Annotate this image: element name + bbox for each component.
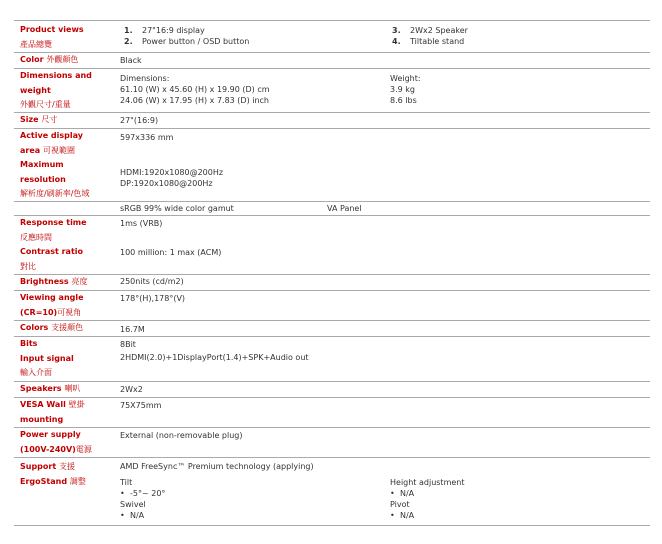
active-area-value: 597x336 mm: [120, 133, 174, 142]
gamut-value: sRGB 99% wide color gamut: [120, 204, 234, 213]
input-value: 2HDMI(2.0)+1DisplayPort(1.4)+SPK+Audio out: [120, 353, 309, 362]
product-view-item: 1. 27"16:9 display: [124, 26, 205, 35]
speakers-value: 2Wx2: [120, 385, 143, 394]
viewing-value: 178°(H),178°(V): [120, 294, 186, 303]
product-view-item: 3. 2Wx2 Speaker: [392, 26, 468, 35]
row-speakers: [14, 382, 650, 398]
row-brightness: [14, 275, 650, 291]
row-support: [14, 458, 650, 526]
response-label: Response time 反應時間 Contrast ratio 對比: [20, 218, 87, 271]
panel-value: VA Panel: [327, 204, 362, 213]
row-dimensions: [14, 69, 650, 113]
colors-value: 16.7M: [120, 325, 145, 334]
bits-value: 8Bit: [120, 340, 136, 349]
contrast-value: 100 million: 1 max (ACM): [120, 248, 222, 257]
spec-sheet: [14, 20, 650, 526]
row-display: [14, 129, 650, 202]
colors-label: Colors 支援顏色: [20, 323, 84, 332]
power-label: Power supply (100V-240V)電源: [20, 430, 92, 454]
row-viewing: [14, 291, 650, 321]
support-value: AMD FreeSync™ Premium technology (applying): [120, 462, 314, 471]
size-label: Size 尺寸: [20, 115, 58, 124]
weight-values: Weight: 3.9 kg 8.6 lbs: [390, 74, 421, 105]
row-color: [14, 53, 650, 69]
height-pivot-values: Height adjustment • N/A Pivot • N/A: [390, 478, 465, 520]
resolution-values: HDMI:1920x1080@200Hz DP:1920x1080@200Hz: [120, 168, 224, 188]
power-value: External (non-removable plug): [120, 431, 243, 440]
product-views-items-left: [124, 25, 249, 47]
product-views-items-right: [392, 25, 468, 47]
dimensions-values: Dimensions: 61.10 (W) x 45.60 (H) x 19.90 (D) cm 24.06 (W) x 17.95 (H) x 7.83 (D) inch: [120, 74, 270, 105]
dimensions-label: Dimensions and weight 外觀尺寸/重量: [20, 71, 92, 109]
color-label: Color 外觀顏色: [20, 55, 79, 64]
product-view-item: 2. Power button / OSD button: [124, 37, 250, 46]
row-gamut: [14, 202, 650, 216]
display-label: Active display area 可視範圍 Maximum resolution 解析度/刷新率/色域: [20, 131, 90, 198]
row-response: [14, 216, 650, 275]
speakers-label: Speakers 喇叭: [20, 384, 81, 393]
support-label: Support 支援 ErgoStand 調整: [20, 462, 86, 486]
vesa-value: 75X75mm: [120, 401, 162, 410]
response-value: 1ms (VRB): [120, 219, 163, 228]
row-size: [14, 113, 650, 129]
row-bits: [14, 337, 650, 382]
color-value: Black: [120, 56, 142, 65]
row-product-views: [14, 20, 650, 53]
product-views-label: Product views 產品總覽: [20, 25, 84, 49]
product-view-item: 4. Tiltable stand: [392, 37, 465, 46]
tilt-swivel-values: Tilt • -5°~ 20° Swivel • N/A: [120, 478, 166, 520]
row-colors: [14, 321, 650, 337]
bits-label: Bits Input signal 輸入介面: [20, 339, 74, 377]
row-vesa: [14, 398, 650, 428]
viewing-label: Viewing angle (CR=10)可視角: [20, 293, 84, 317]
row-power: [14, 428, 650, 458]
brightness-value: 250nits (cd/m2): [120, 277, 184, 286]
size-value: 27"(16:9): [120, 116, 159, 125]
brightness-label: Brightness 亮度: [20, 277, 88, 286]
vesa-label: VESA Wall 壁掛 mounting: [20, 400, 85, 424]
